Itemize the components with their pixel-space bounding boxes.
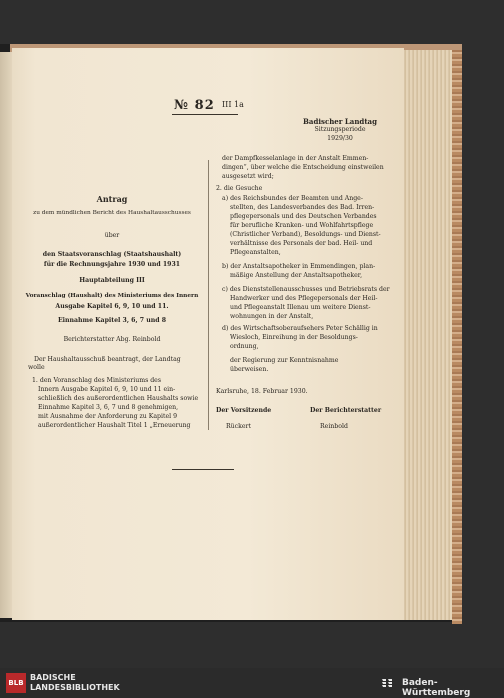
subitem-b-line: mäßige Anstellung der Anstaltsapotheker, <box>230 272 363 279</box>
document-number-suffix: III 1a <box>222 100 244 109</box>
heading-line-6: Ausgabe Kapitel 6, 9, 10 und 11. <box>55 303 169 310</box>
subitem-a-line: für berufliche Kranken- und Wohlfahrtspflege <box>230 222 374 229</box>
library-name-line-2: LANDESBIBLIOTHEK <box>30 683 120 692</box>
session-label: Sitzungsperiode <box>314 126 366 133</box>
heading-line-5: Voranschlag (Haushalt) des Ministeriums des Innern <box>25 293 199 299</box>
subitem-d-line: ordnung, <box>230 343 259 350</box>
subitem-b-line: b) der Anstaltsapotheker in Emmendingen, plan- <box>222 263 376 270</box>
paragraph-line: wolle <box>28 364 45 371</box>
number-underline <box>172 114 238 115</box>
subitem-c-line: und Pflegeanstalt Illenau um weitere Dienst- <box>230 304 371 311</box>
signature-right-title: Der Berichterstatter <box>310 407 382 414</box>
subitem-c-line: c) des Dienststellenausschusses und Betriebsrats der <box>222 286 390 293</box>
item-1-line: Innern Ausgabe Kapitel 6, 9, 10 und 11 ein- <box>38 386 176 393</box>
continuation-line: ausgesetzt wird; <box>222 173 274 180</box>
subitem-d-line: Wiesloch, Einreihung in der Besoldungs- <box>230 334 358 341</box>
item-1-line: Einnahme Kapitel 3, 6, 7 und 8 genehmigen, <box>38 404 179 411</box>
heading-line-7: Einnahme Kapitel 3, 6, 7 und 8 <box>57 317 167 324</box>
item-1-line: schließlich des außerordentlichen Haushalts sowie <box>38 395 199 402</box>
heading-line-2: den Staatsvoranschlag (Staatshaushalt) <box>42 251 182 258</box>
signature-left-title: Der Vorsitzende <box>216 407 272 414</box>
paragraph-line: Der Haushaltausschuß beantragt, der Landtag <box>34 356 181 363</box>
continuation-line: dingen“, über welche die Entscheidung einstweilen <box>222 164 384 171</box>
reporter-line: Berichterstatter Abg. Reinbold <box>63 336 161 343</box>
heading-ueber: über <box>104 232 120 239</box>
heading-line-4: Hauptabteilung III <box>79 277 145 284</box>
closing-line: der Regierung zur Kenntnisnahme <box>230 357 339 364</box>
subitem-a-line: Pflegeanstalten, <box>230 249 281 256</box>
place-date: Karlsruhe, 18. Februar 1930. <box>216 388 308 395</box>
document-number: № 82 <box>174 98 215 113</box>
book-cover-edge <box>452 50 462 624</box>
parliament-name: Badischer Landtag <box>303 117 377 126</box>
signature-left-name: Rückert <box>226 423 251 430</box>
item-1-line: 1. den Voranschlag des Ministeriums des <box>32 377 162 384</box>
page-stack-edge <box>402 50 452 620</box>
subitem-a-line: stellten, des Landesverbandes des Bad. Irren- <box>230 204 375 211</box>
heading-line-3: für die Rechnungsjahre 1930 und 1931 <box>43 261 181 268</box>
continuation-line: der Dampfkesselanlage in der Anstalt Emmen- <box>222 155 369 162</box>
subitem-a-line: (Christlicher Verband), Besoldungs- und Dienst- <box>230 231 381 238</box>
heading-antrag: Antrag <box>96 194 128 204</box>
library-name[interactable] <box>30 673 120 693</box>
end-rule <box>172 469 234 470</box>
subitem-c-line: wohnungen in der Anstalt, <box>230 313 314 320</box>
document-page <box>12 48 404 620</box>
subitem-a-line: pflegepersonals und des Deutschen Verbandes <box>230 213 377 220</box>
subitem-a-line: a) des Reichsbundes der Beamten und Ange- <box>222 195 363 202</box>
subitem-c-line: Handwerker und des Pflegepersonals der Heil- <box>230 295 378 302</box>
column-divider <box>208 160 209 430</box>
item-1-line: außerordentlicher Haushalt Titel 1 „Erneuerung <box>38 422 191 429</box>
library-name-line-1: BADISCHE <box>30 673 76 682</box>
closing-line: überweisen. <box>230 366 269 373</box>
subitem-d-line: d) des Wirtschaftsoberaufsehers Peter Schällig in <box>222 325 378 332</box>
session-years: 1929/30 <box>327 135 353 142</box>
subitem-a-line: verhältnisse des Personals der bad. Heil- und <box>230 240 373 247</box>
baden-wuerttemberg-lions-icon <box>380 675 396 691</box>
heading-line-1: zu dem mündlichen Bericht des Haushaltausschusses <box>33 210 191 216</box>
signature-right-name: Reinbold <box>320 423 348 430</box>
state-name[interactable]: Baden-Württemberg <box>402 678 471 698</box>
blb-logo[interactable]: BLB <box>6 673 26 693</box>
item-1-line: mit Ausnahme der Anforderung zu Kapitel 9 <box>38 413 178 420</box>
item-2-label: 2. die Gesuche <box>216 185 263 192</box>
